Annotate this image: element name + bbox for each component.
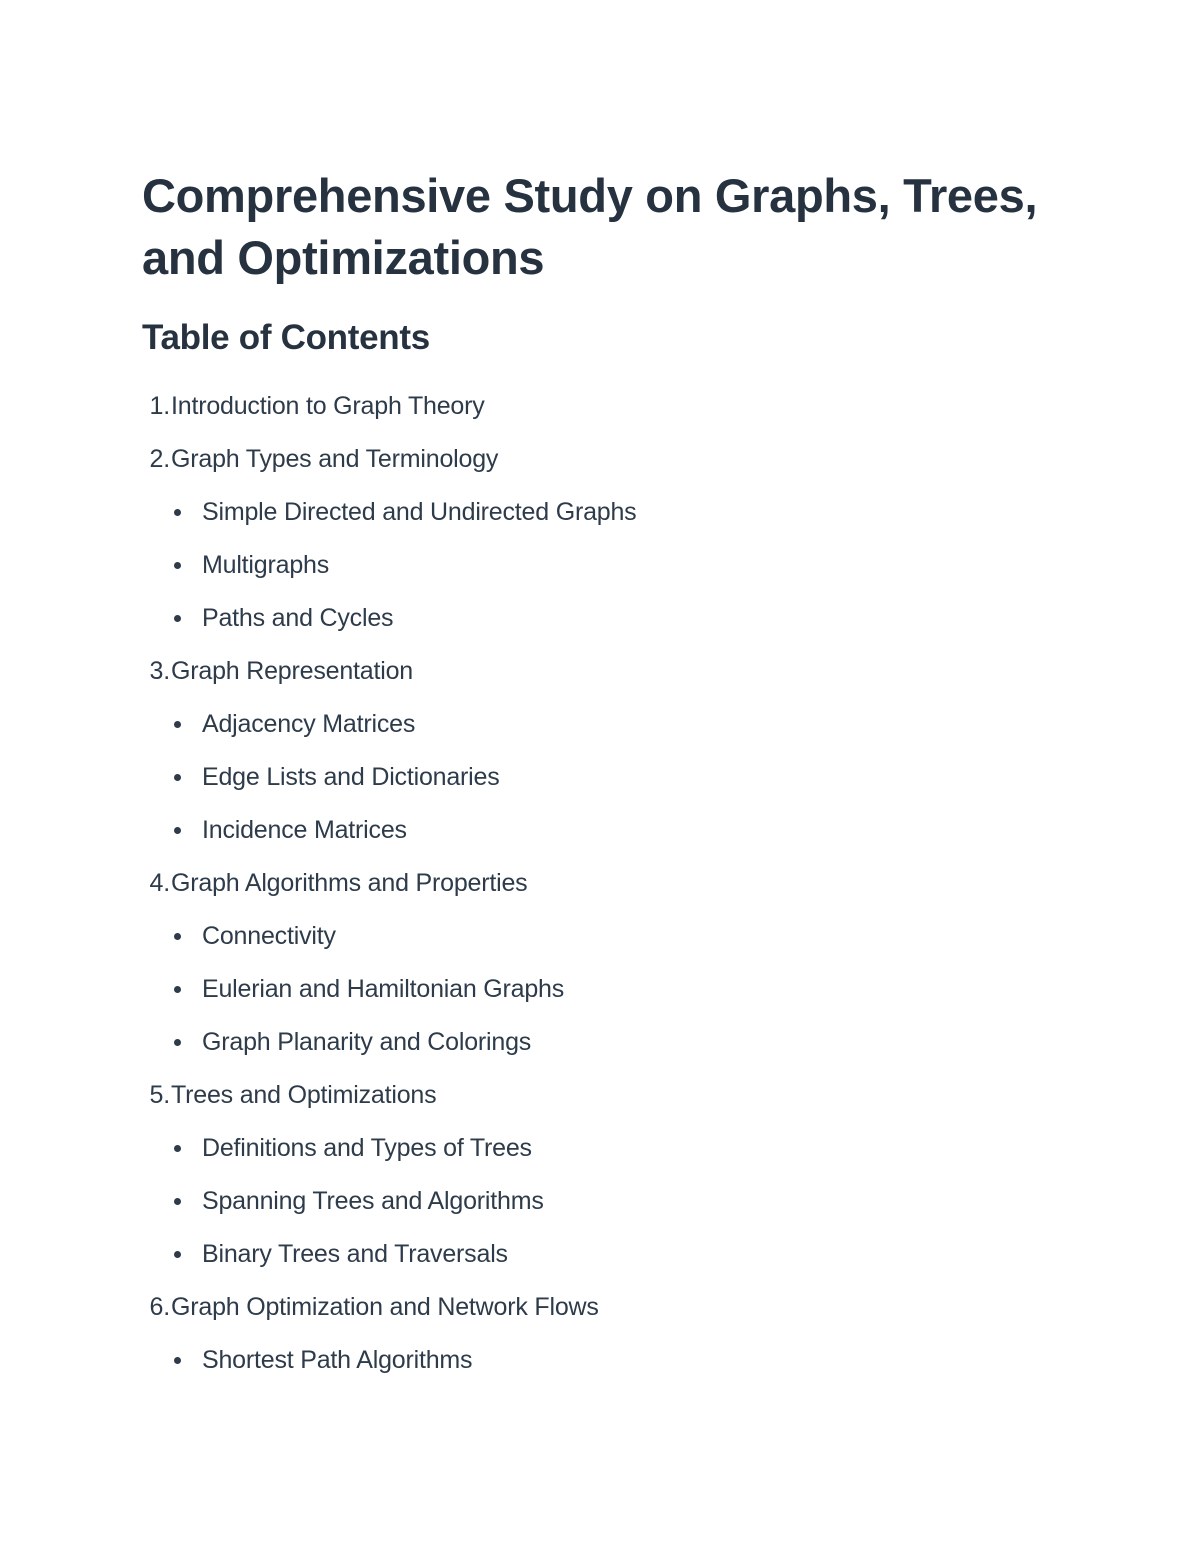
bullet-icon <box>174 1198 181 1205</box>
bullet-icon <box>174 562 181 569</box>
bullet-icon <box>174 509 181 516</box>
bullet-icon <box>174 933 181 940</box>
toc-item-number: 1. <box>149 392 170 420</box>
toc-item-number: 6. <box>149 1293 170 1321</box>
bullet-icon <box>174 721 181 728</box>
toc-item-trees-optimizations[interactable] <box>142 1069 636 1122</box>
toc-subitem-label: Definitions and Types of Trees <box>202 1134 532 1162</box>
toc-item-graph-algorithms[interactable] <box>142 857 636 910</box>
toc-subitem-edge-lists[interactable] <box>142 751 636 804</box>
toc-subitem-multigraphs[interactable] <box>142 539 636 592</box>
bullet-icon <box>174 986 181 993</box>
toc-subitem-label: Binary Trees and Traversals <box>202 1240 508 1268</box>
toc-subitem-incidence-matrices[interactable] <box>142 804 636 857</box>
toc-item-label: Graph Types and Terminology <box>171 445 499 473</box>
toc-subitem-label: Edge Lists and Dictionaries <box>202 763 500 791</box>
toc-heading: Table of Contents <box>142 318 430 357</box>
toc-subitem-label: Graph Planarity and Colorings <box>202 1028 532 1056</box>
toc-subitem-paths-cycles[interactable] <box>142 592 636 645</box>
toc-subitem-label: Connectivity <box>202 922 336 950</box>
toc-item-number: 5. <box>149 1081 170 1109</box>
toc-item-label: Trees and Optimizations <box>171 1081 437 1109</box>
bullet-icon <box>174 774 181 781</box>
bullet-icon <box>174 1357 181 1364</box>
toc-subitem-adjacency-matrices[interactable] <box>142 698 636 751</box>
toc-subitem-label: Simple Directed and Undirected Graphs <box>202 498 637 526</box>
toc-subitem-label: Paths and Cycles <box>202 604 394 632</box>
toc-item-label: Graph Representation <box>171 657 413 685</box>
toc-subitem-eulerian-hamiltonian[interactable] <box>142 963 636 1016</box>
toc-item-graph-representation[interactable] <box>142 645 636 698</box>
bullet-icon <box>174 827 181 834</box>
toc-item-number: 3. <box>149 657 170 685</box>
table-of-contents <box>142 380 636 1387</box>
bullet-icon <box>174 615 181 622</box>
toc-subitem-planarity-colorings[interactable] <box>142 1016 636 1069</box>
toc-item-label: Introduction to Graph Theory <box>171 392 485 420</box>
toc-item-number: 4. <box>149 869 170 897</box>
toc-subitem-shortest-path[interactable] <box>142 1334 636 1387</box>
bullet-icon <box>174 1251 181 1258</box>
bullet-icon <box>174 1039 181 1046</box>
toc-subitem-label: Multigraphs <box>202 551 330 579</box>
toc-subitem-tree-definitions[interactable] <box>142 1122 636 1175</box>
toc-item-number: 2. <box>149 445 170 473</box>
toc-item-label: Graph Algorithms and Properties <box>171 869 528 897</box>
toc-item-introduction[interactable] <box>142 380 636 433</box>
toc-subitem-label: Incidence Matrices <box>202 816 407 844</box>
toc-subitem-connectivity[interactable] <box>142 910 636 963</box>
toc-subitem-label: Shortest Path Algorithms <box>202 1346 473 1374</box>
toc-subitem-label: Adjacency Matrices <box>202 710 416 738</box>
toc-item-graph-types[interactable] <box>142 433 636 486</box>
toc-subitem-spanning-trees[interactable] <box>142 1175 636 1228</box>
toc-item-label: Graph Optimization and Network Flows <box>171 1293 599 1321</box>
toc-subitem-binary-trees[interactable] <box>142 1228 636 1281</box>
toc-subitem-label: Eulerian and Hamiltonian Graphs <box>202 975 565 1003</box>
toc-item-network-flows[interactable] <box>142 1281 636 1334</box>
bullet-icon <box>174 1145 181 1152</box>
document-title: Comprehensive Study on Graphs, Trees, and Optimizations <box>142 169 1038 284</box>
toc-subitem-simple-graphs[interactable] <box>142 486 636 539</box>
toc-subitem-label: Spanning Trees and Algorithms <box>202 1187 544 1215</box>
